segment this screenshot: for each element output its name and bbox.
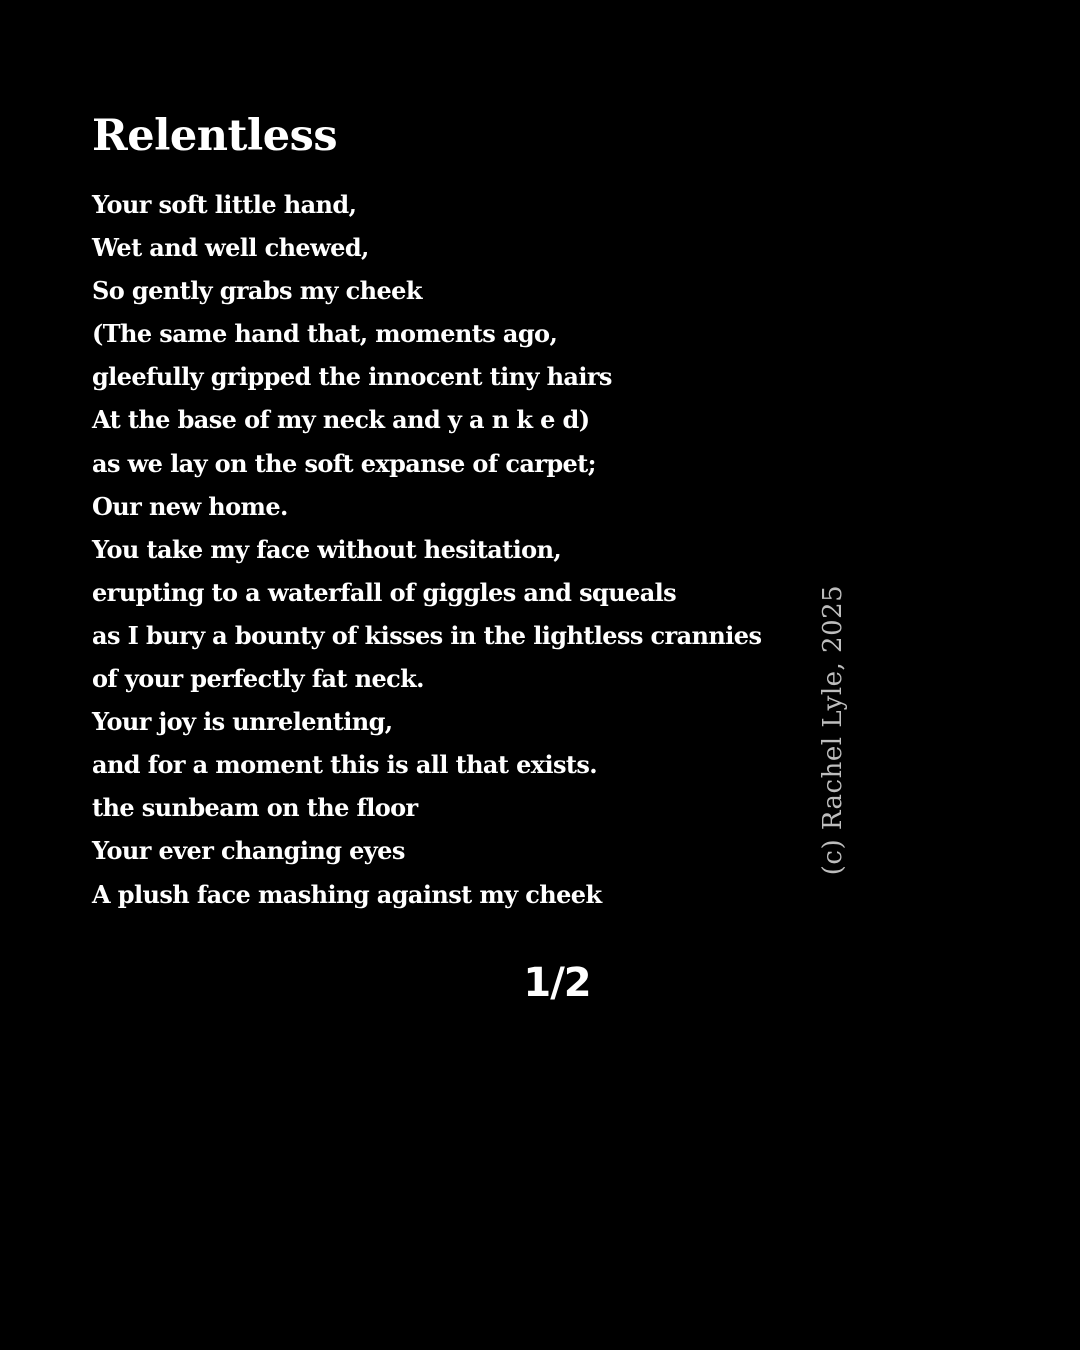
poem-line: gleefully gripped the innocent tiny hairs [92,362,612,392]
poem-line: of your perfectly fat neck. [92,664,424,694]
poem-line: (The same hand that, moments ago, [92,319,558,349]
poem-line: the sunbeam on the floor [92,793,418,823]
poem-line: and for a moment this is all that exists. [92,750,598,780]
poem-line: At the base of my neck and y a n k e d) [92,405,590,435]
poem-line: as we lay on the soft expanse of carpet; [92,448,596,478]
poem-title: Relentless [92,111,338,161]
page-indicator: 1/2 [523,960,591,1006]
poem-line: A plush face mashing against my cheek [92,879,602,909]
poem-body [92,183,761,916]
poem-line: You take my face without hesitation, [92,534,562,564]
poem-line: Our new home. [92,491,288,521]
poem-line: Wet and well chewed, [92,233,369,263]
copyright-notice: (c) Rachel Lyle, 2025 [818,584,848,876]
poem-line: erupting to a waterfall of giggles and squeals [92,577,677,607]
poem-line: Your joy is unrelenting, [92,707,393,737]
poem-line: So gently grabs my cheek [92,276,422,306]
poem-line: Your ever changing eyes [92,836,405,866]
poem-line: as I bury a bounty of kisses in the lightless crannies [92,620,762,650]
poem-line: Your soft little hand, [92,190,357,219]
